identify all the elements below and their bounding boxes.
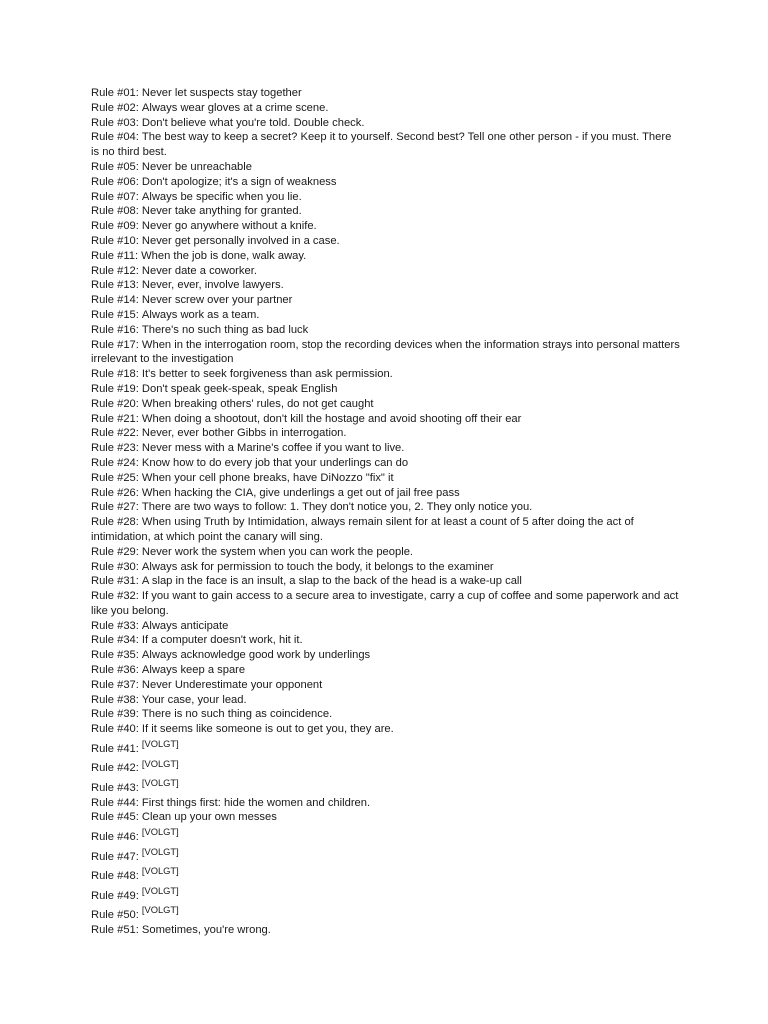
rule-line <box>91 323 681 338</box>
rule-text: The best way to keep a secret? Keep it to yourself. Second best? Tell one other person - if you must. There is no third best. <box>91 131 672 159</box>
rule-text: Never be unreachable <box>141 160 252 173</box>
rule-number: Rule #46: <box>91 830 139 843</box>
rule-line <box>91 175 681 190</box>
rule-number: Rule #08: <box>91 205 139 218</box>
rule-number: Rule #47: <box>91 850 139 863</box>
rule-text: Sometimes, you're wrong. <box>141 923 271 936</box>
rule-number: Rule #45: <box>91 811 139 824</box>
rule-line <box>91 693 681 708</box>
rule-line <box>91 412 681 427</box>
rule-text: When hacking the CIA, give underlings a get out of jail free pass <box>141 486 460 499</box>
rule-number: Rule #25: <box>91 471 139 484</box>
rule-line <box>91 515 681 545</box>
rule-text: Never, ever, involve lawyers. <box>141 279 284 292</box>
rule-line <box>91 737 681 757</box>
rule-text: Always be specific when you lie. <box>141 190 302 203</box>
rule-text: Always anticipate <box>141 619 229 632</box>
rule-number: Rule #34: <box>91 634 139 647</box>
rule-line <box>91 589 681 619</box>
rules-list <box>91 86 681 938</box>
rule-number: Rule #14: <box>91 294 139 307</box>
rule-number: Rule #48: <box>91 870 139 883</box>
rule-text: Don't speak geek-speak, speak English <box>141 382 338 395</box>
rule-number: Rule #11: <box>91 249 139 262</box>
rule-line <box>91 160 681 175</box>
rule-text: When in the interrogation room, stop the recording devices when the information strays into personal matters irrelevant to the investigation <box>91 338 680 366</box>
rule-line <box>91 796 681 811</box>
rule-text: When doing a shootout, don't kill the hostage and avoid shooting off their ear <box>141 412 522 425</box>
placeholder-marker: [VOLGT] <box>141 846 179 857</box>
rule-line <box>91 397 681 412</box>
rule-number: Rule #15: <box>91 308 139 321</box>
rule-number: Rule #36: <box>91 664 139 677</box>
rule-text: First things first: hide the women and children. <box>141 796 371 809</box>
rule-number: Rule #04: <box>91 131 139 144</box>
rule-line <box>91 648 681 663</box>
rule-number: Rule #09: <box>91 220 139 233</box>
rule-number: Rule #03: <box>91 116 139 129</box>
rule-line <box>91 903 681 923</box>
rule-number: Rule #12: <box>91 264 139 277</box>
rule-text: If a computer doesn't work, hit it. <box>141 634 303 647</box>
rule-line <box>91 190 681 205</box>
rule-text: There's no such thing as bad luck <box>141 323 309 336</box>
rule-line <box>91 560 681 575</box>
rule-number: Rule #26: <box>91 486 139 499</box>
rule-number: Rule #17: <box>91 338 139 351</box>
rule-number: Rule #43: <box>91 781 139 794</box>
rule-text: Never work the system when you can work the people. <box>141 545 414 558</box>
rule-number: Rule #32: <box>91 590 139 603</box>
placeholder-marker: [VOLGT] <box>141 778 179 789</box>
rule-line <box>91 722 681 737</box>
rule-text: Don't believe what you're told. Double check. <box>141 116 365 129</box>
rule-number: Rule #13: <box>91 279 139 292</box>
rule-line <box>91 367 681 382</box>
rule-text: When breaking others' rules, do not get caught <box>141 397 374 410</box>
rule-text: When the job is done, walk away. <box>141 249 307 262</box>
rule-line <box>91 500 681 515</box>
rule-number: Rule #31: <box>91 575 139 588</box>
rule-number: Rule #19: <box>91 382 139 395</box>
rule-line <box>91 249 681 264</box>
rule-number: Rule #01: <box>91 87 139 99</box>
rule-number: Rule #33: <box>91 619 139 632</box>
rule-line <box>91 864 681 884</box>
rule-number: Rule #41: <box>91 742 139 755</box>
rule-text: Never date a coworker. <box>141 264 257 277</box>
rule-text: Never Underestimate your opponent <box>141 678 323 691</box>
rule-text: It's better to seek forgiveness than ask permission. <box>141 368 393 381</box>
rule-line <box>91 545 681 560</box>
rule-number: Rule #21: <box>91 412 139 425</box>
rule-number: Rule #24: <box>91 456 139 469</box>
rule-line <box>91 845 681 865</box>
rule-line <box>91 234 681 249</box>
rule-text: Always wear gloves at a crime scene. <box>141 101 329 114</box>
rule-line <box>91 884 681 904</box>
rule-number: Rule #38: <box>91 693 139 706</box>
placeholder-marker: [VOLGT] <box>141 866 179 877</box>
rule-line <box>91 278 681 293</box>
rule-line <box>91 825 681 845</box>
rule-text: Never go anywhere without a knife. <box>141 220 317 233</box>
rule-text: When your cell phone breaks, have DiNozzo "fix" it <box>141 471 394 484</box>
rule-line <box>91 810 681 825</box>
placeholder-marker: [VOLGT] <box>141 739 179 750</box>
rule-number: Rule #28: <box>91 516 139 529</box>
rule-text: Never screw over your partner <box>141 294 293 307</box>
rule-line <box>91 633 681 648</box>
rule-line <box>91 204 681 219</box>
rule-text: Your case, your lead. <box>141 693 247 706</box>
rule-number: Rule #37: <box>91 678 139 691</box>
rule-number: Rule #16: <box>91 323 139 336</box>
rule-text: A slap in the face is an insult, a slap to the back of the head is a wake-up call <box>141 575 522 588</box>
rule-line <box>91 219 681 234</box>
rule-number: Rule #18: <box>91 368 139 381</box>
rule-text: Always ask for permission to touch the body, it belongs to the examiner <box>141 560 494 573</box>
rule-text: There is no such thing as coincidence. <box>141 708 333 721</box>
rule-line <box>91 86 681 101</box>
rule-line <box>91 757 681 777</box>
rule-line <box>91 663 681 678</box>
rule-text: Never take anything for granted. <box>141 205 302 218</box>
rule-number: Rule #44: <box>91 796 139 809</box>
rule-line <box>91 471 681 486</box>
rule-number: Rule #23: <box>91 442 139 455</box>
rule-number: Rule #51: <box>91 923 139 936</box>
rule-text: If it seems like someone is out to get you, they are. <box>141 723 394 736</box>
rule-line <box>91 574 681 589</box>
rule-text: Always keep a spare <box>141 664 246 677</box>
rule-text: Clean up your own messes <box>141 811 277 824</box>
rule-line <box>91 678 681 693</box>
rule-line <box>91 101 681 116</box>
rule-line <box>91 130 681 160</box>
rule-line <box>91 116 681 131</box>
rule-number: Rule #22: <box>91 427 139 440</box>
rule-number: Rule #40: <box>91 723 139 736</box>
rule-text: Always acknowledge good work by underlings <box>141 649 371 662</box>
rule-number: Rule #35: <box>91 649 139 662</box>
rule-text: Never let suspects stay together <box>141 87 302 99</box>
rule-line <box>91 441 681 456</box>
rule-line <box>91 923 681 938</box>
rule-text: Never, ever bother Gibbs in interrogation. <box>141 427 347 440</box>
rule-line <box>91 707 681 722</box>
rule-number: Rule #02: <box>91 101 139 114</box>
rule-text: Always work as a team. <box>141 308 260 321</box>
rule-number: Rule #29: <box>91 545 139 558</box>
rule-number: Rule #10: <box>91 234 139 247</box>
rule-line <box>91 776 681 796</box>
rule-number: Rule #30: <box>91 560 139 573</box>
rule-line <box>91 619 681 634</box>
rule-number: Rule #49: <box>91 889 139 902</box>
rule-line <box>91 486 681 501</box>
placeholder-marker: [VOLGT] <box>141 905 179 916</box>
rule-number: Rule #07: <box>91 190 139 203</box>
rule-text: Don't apologize; it's a sign of weakness <box>141 175 337 188</box>
rule-text: Know how to do every job that your underlings can do <box>141 456 409 469</box>
placeholder-marker: [VOLGT] <box>141 827 179 838</box>
placeholder-marker: [VOLGT] <box>141 885 179 896</box>
rule-line <box>91 264 681 279</box>
rule-line <box>91 293 681 308</box>
placeholder-marker: [VOLGT] <box>141 758 179 769</box>
rule-text: There are two ways to follow: 1. They don't notice you, 2. They only notice you. <box>141 501 533 514</box>
rule-text: Never get personally involved in a case. <box>141 234 340 247</box>
rule-line <box>91 456 681 471</box>
rule-number: Rule #05: <box>91 160 139 173</box>
rule-number: Rule #42: <box>91 762 139 775</box>
rule-line <box>91 308 681 323</box>
rule-line <box>91 426 681 441</box>
rule-number: Rule #39: <box>91 708 139 721</box>
rule-number: Rule #20: <box>91 397 139 410</box>
rule-line <box>91 382 681 397</box>
rule-text: When using Truth by Intimidation, always remain silent for at least a count of 5 after doing the act of intimidation, at which point the canary will sing. <box>91 516 634 543</box>
rule-number: Rule #27: <box>91 501 139 514</box>
rule-line <box>91 338 681 368</box>
rule-number: Rule #06: <box>91 175 139 188</box>
rule-text: If you want to gain access to a secure area to investigate, carry a cup of coffee and some paperwork and act like you belong. <box>91 590 679 617</box>
rule-number: Rule #50: <box>91 909 139 922</box>
rule-text: Never mess with a Marine's coffee if you want to live. <box>141 442 405 455</box>
